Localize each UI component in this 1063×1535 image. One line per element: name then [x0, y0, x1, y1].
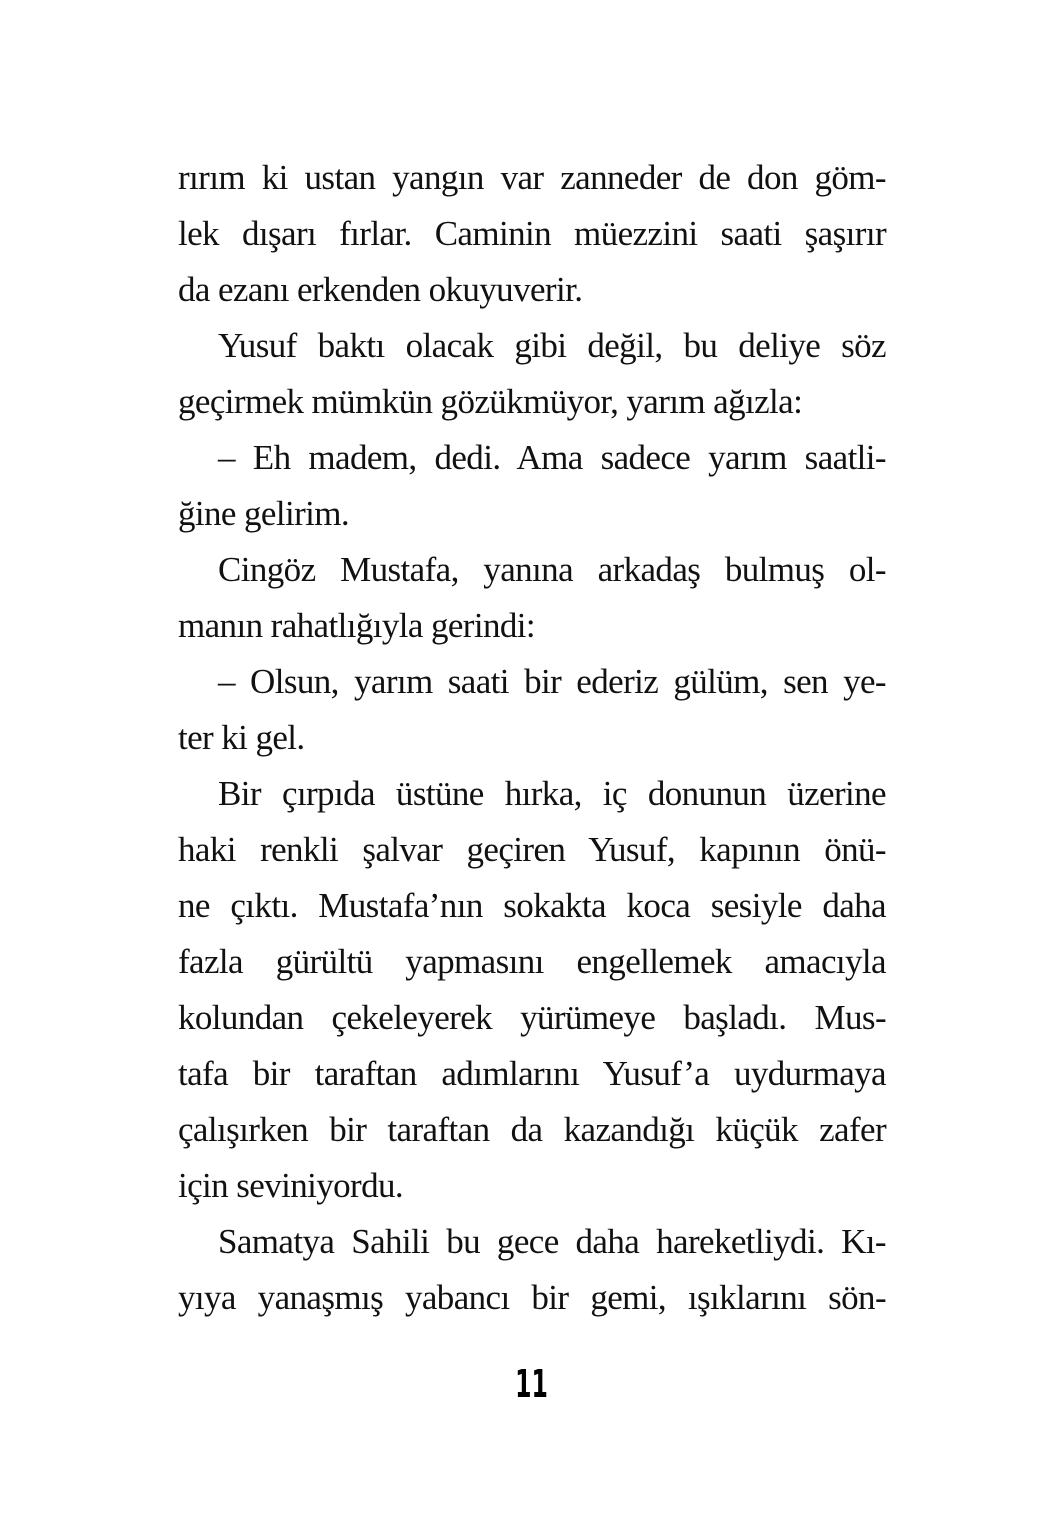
- paragraph: [178, 150, 886, 318]
- text-line: tafa bir taraftan adımlarını Yusuf’a uydurmaya: [178, 1054, 886, 1093]
- text-line: yıya yanaşmış yabancı bir gemi, ışıklarını sön-: [178, 1278, 886, 1317]
- body-text: [178, 150, 886, 1326]
- page-number: 11: [515, 1362, 548, 1406]
- paragraph: [178, 1214, 886, 1326]
- text-line: – Olsun, yarım saati bir ederiz gülüm, sen ye-: [218, 662, 886, 701]
- text-line: için seviniyordu.: [178, 1166, 404, 1205]
- text-line: haki renkli şalvar geçiren Yusuf, kapının önü-: [178, 830, 886, 869]
- text-line: – Eh madem, dedi. Ama sadece yarım saatli-: [218, 438, 886, 477]
- paragraph: [178, 766, 886, 1214]
- text-line: kolundan çekeleyerek yürümeye başladı. Mus-: [178, 998, 886, 1037]
- paragraph: [178, 542, 886, 654]
- text-line: rırım ki ustan yangın var zanneder de don göm-: [178, 158, 886, 197]
- dialogue-paragraph: [178, 654, 886, 766]
- text-line: geçirmek mümkün gözükmüyor, yarım ağızla:: [178, 382, 803, 421]
- text-line: ğine gelirim.: [178, 494, 350, 533]
- text-line: ter ki gel.: [178, 718, 305, 757]
- text-line: çalışırken bir taraftan da kazandığı küçük zafer: [178, 1110, 886, 1149]
- text-line: lek dışarı fırlar. Caminin müezzini saati şaşırır: [178, 214, 886, 253]
- text-line: Cingöz Mustafa, yanına arkadaş bulmuş ol-: [218, 550, 886, 589]
- text-line: fazla gürültü yapmasını engellemek amacıyla: [178, 942, 886, 981]
- text-line: manın rahatlığıyla gerindi:: [178, 606, 536, 645]
- text-line: Bir çırpıda üstüne hırka, iç donunun üzerine: [218, 774, 886, 813]
- text-line: Yusuf baktı olacak gibi değil, bu deliye söz: [218, 326, 886, 365]
- text-line: da ezanı erkenden okuyuverir.: [178, 270, 583, 309]
- text-line: ne çıktı. Mustafa’nın sokakta koca sesiyle daha: [178, 886, 886, 925]
- paragraph: [178, 318, 886, 430]
- dialogue-paragraph: [178, 430, 886, 542]
- text-line: Samatya Sahili bu gece daha hareketliydi. Kı-: [218, 1222, 886, 1261]
